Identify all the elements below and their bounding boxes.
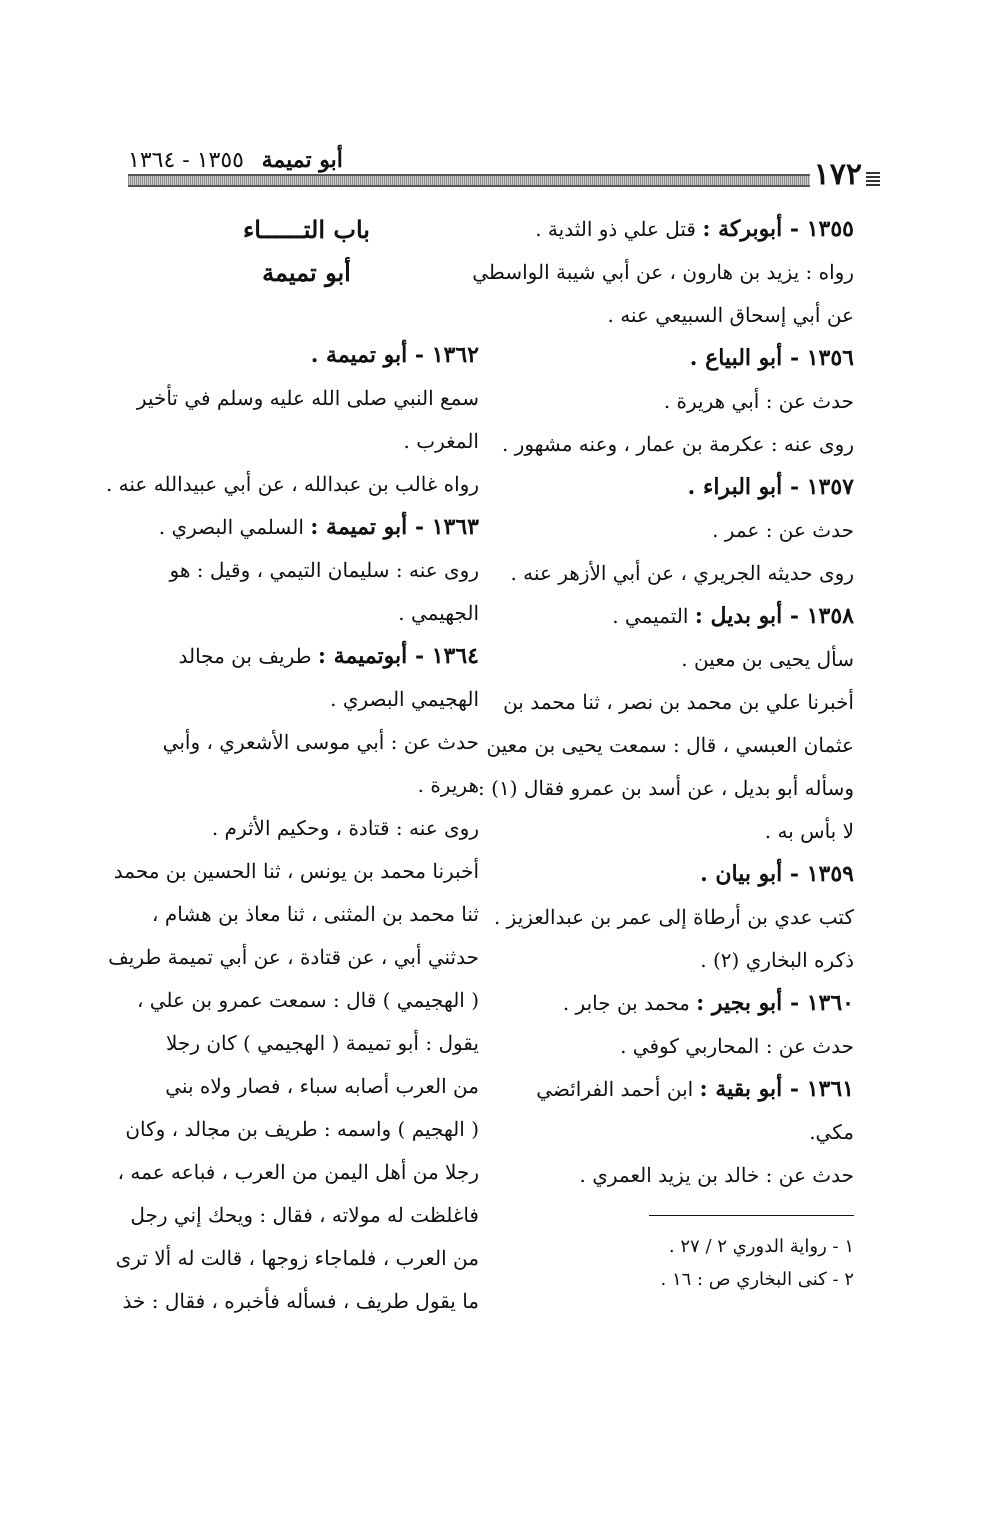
page-number: ١٧٢ [810,157,866,192]
footnote-rule [649,1215,854,1216]
entry-heading: ١٣٦٣ - أبو تميمة : [310,514,479,540]
entry-heading: ١٣٦٠ - أبو بجير : [696,990,854,1016]
text-line [514,1111,854,1154]
text-line [514,509,854,552]
text-line [134,377,479,420]
entry-text: ابن أحمد الفرائضي [536,1077,700,1101]
text-line [134,807,479,850]
entry-text: حدث عن : خالد بن يزيد العمري . [579,1163,854,1187]
left-column-lines [105,334,479,1323]
entry-text: رواه غالب بن عبدالله ، عن أبي عبيدالله عنه . [105,472,479,496]
entry-text: الجهيمي . [398,601,479,625]
entry-text: ثنا محمد بن المثنى ، ثنا معاذ بن هشام ، [152,902,479,926]
left-column [105,208,479,1323]
text-line [514,1025,854,1068]
entry-text: هريرة . [417,773,479,797]
text-line [134,764,479,807]
entry-text: سأل يحيى بن معين . [681,647,854,671]
running-head [128,147,343,173]
text-line [472,251,854,294]
text-line [134,1022,479,1065]
text-line [478,767,854,810]
entry-text: طريف بن مجالد [178,644,318,668]
text-line [115,1237,479,1280]
text-line [514,380,854,423]
entry-text: أخبرنا محمد بن يونس ، ثنا الحسين بن محمد [113,859,479,883]
text-line [134,893,479,936]
text-line [134,592,479,635]
text-line [514,638,854,681]
text-line [134,979,479,1022]
text-line [125,1108,479,1151]
entry-heading: ١٣٦٤ - أبوتميمة : [317,643,479,669]
entry-text: السلمي البصري . [158,515,311,539]
header-rule [128,174,853,187]
text-line [493,896,854,939]
text-line [122,1280,479,1323]
entry-heading: ١٣٦٢ - أبو تميمة . [310,342,479,368]
text-line [134,1065,479,1108]
text-line [503,681,854,724]
entry-text: رجلا من أهل اليمن من العرب ، فباعه عمه ، [117,1160,479,1184]
entry-text: لا بأس به . [764,819,854,843]
entry-heading: ١٣٥٦ - أبو البياع . [689,345,854,371]
entry-heading: ١٣٥٨ - أبو بديل : [694,603,854,629]
entry-text: من العرب أصابه سباء ، فصار ولاه بني [165,1074,479,1098]
section-spacer [134,294,479,334]
entry-text: عن أبي إسحاق السبيعي عنه . [607,303,854,327]
entry-heading-line [514,595,854,638]
text-line [117,1151,479,1194]
entry-heading-line [514,208,854,251]
right-column [472,208,854,1296]
entry-heading-line [514,466,854,509]
text-line [134,678,479,721]
entry-heading-line [514,337,854,380]
entry-text: رواه : يزيد بن هارون ، عن أبي شيبة الواسطي [472,260,854,284]
entry-text: يقول : أبو تميمة ( الهجيمي ) كان رجلا [166,1031,479,1055]
text-line [134,549,479,592]
entry-heading-line [134,635,479,678]
entry-heading-line [134,334,479,377]
entry-text: قتل علي ذو الثدية . [535,217,703,241]
entry-text: ( الهجيم ) واسمه : طريف بن مجالد ، وكان [125,1117,479,1141]
text-line [130,1194,479,1237]
entry-text: روى عنه : عكرمة بن عمار ، وعنه مشهور . [501,432,854,456]
entry-text: حدثني أبي ، عن قتادة ، عن أبي تميمة طريف [108,945,479,969]
entry-text: مكي. [809,1120,854,1144]
section-subtitle: أبو تميمة [262,258,351,287]
entry-text: عثمان العبسي ، قال : سمعت يحيى بن معين [486,733,854,757]
section-title: باب التــــــاء [243,215,370,244]
running-head-range: ١٣٥٥ - ١٣٦٤ [128,148,244,173]
entry-text: ما يقول طريف ، فسأله فأخبره ، فقال : خذ [122,1289,479,1313]
entry-heading: ١٣٦١ - أبو بقية : [699,1076,854,1102]
entry-text: ذكره البخاري (٢) . [700,948,854,972]
entry-text: من العرب ، فلماجاء زوجها ، قالت له ألا ترى [115,1246,479,1270]
entry-text: وسأله أبو بديل ، عن أسد بن عمرو فقال (١) : [478,776,854,800]
entry-text: أخبرنا علي بن محمد بن نصر ، ثنا محمد بن [503,690,854,714]
entry-text: روى حديثه الجريري ، عن أبي الأزهر عنه . [510,561,854,585]
entry-text: فاغلظت له مولاته ، فقال : ويحك إني رجل [130,1203,479,1227]
entry-heading-line [134,506,479,549]
text-line [514,939,854,982]
text-line [514,1154,854,1197]
text-line [134,420,479,463]
text-line [113,850,479,893]
running-head-name: أبو تميمة [261,147,343,173]
entry-text: حدث عن : عمر . [712,518,854,542]
entry-text: حدث عن : أبي موسى الأشعري ، وأبي [162,730,479,754]
entry-heading: ١٣٥٧ - أبو البراء . [687,474,854,500]
entry-text: محمد بن جابر . [562,991,697,1015]
text-line [108,936,479,979]
text-line [510,552,854,595]
entry-text: حدث عن : المحاربي كوفي . [620,1034,854,1058]
entry-text: سمع النبي صلى الله عليه وسلم في تأخير [136,386,479,410]
entry-heading-line [514,1068,854,1111]
footnote: ٢ - كنى البخاري ص : ١٦ . [660,1269,854,1290]
entry-text: روى عنه : سليمان التيمي ، وقيل : هو [169,558,479,582]
text-line [486,724,854,767]
entry-text: التميمي . [612,604,695,628]
entry-text: المغرب . [403,429,479,453]
text-line [134,721,479,764]
text-line [501,423,854,466]
entry-text: الهجيمي البصري . [330,687,479,711]
entry-text: كتب عدي بن أرطاة إلى عمر بن عبدالعزيز . [493,905,854,929]
entry-text: ( الهجيمي ) قال : سمعت عمرو بن علي ، [136,988,479,1012]
entry-heading: ١٣٥٥ - أبوبركة : [702,216,854,242]
text-line [105,463,479,506]
footnote: ١ - رواية الدوري ٢ / ٢٧ . [668,1236,854,1257]
entry-text: حدث عن : أبي هريرة . [663,389,854,413]
text-line [514,294,854,337]
entry-text: روى عنه : قتادة ، وحكيم الأثرم . [211,816,479,840]
entry-heading-line [514,853,854,896]
text-line [514,810,854,853]
entry-heading: ١٣٥٩ - أبو بيان . [700,861,854,887]
entry-heading-line [514,982,854,1025]
